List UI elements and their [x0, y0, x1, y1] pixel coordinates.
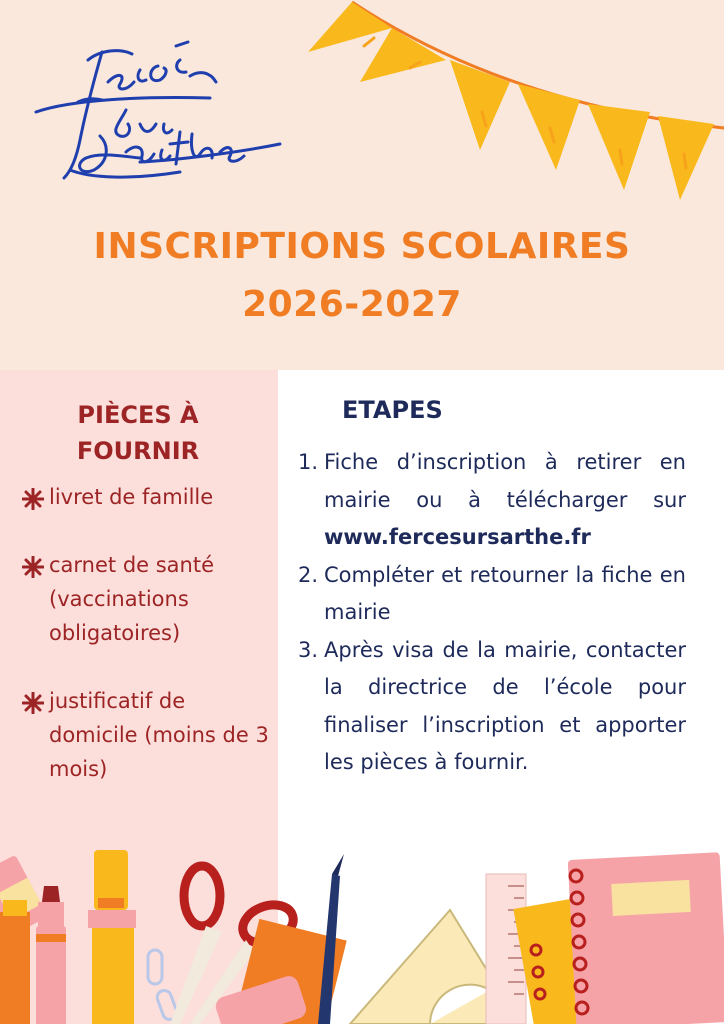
- marker-icon: [0, 900, 30, 1024]
- step-text: Fiche d’inscription à retirer en mairie ou à télécharger sur: [324, 450, 686, 512]
- pieces-heading: PIÈCES À FOURNIR: [76, 401, 200, 465]
- step-number: 1.: [298, 450, 319, 474]
- asterisk-icon: [22, 488, 44, 510]
- list-item: [298, 444, 686, 557]
- list-item: [22, 548, 272, 650]
- marker-icon: [36, 886, 66, 1024]
- piece-label: justificatif de domicile (moins de 3 mois): [49, 689, 269, 781]
- step-text: Compléter et retourner la fiche en mairie: [324, 562, 686, 624]
- website-link[interactable]: www.fercesursarthe.fr: [324, 525, 591, 549]
- list-item: [298, 632, 686, 782]
- step-text: Après visa de la mairie, contacter la directrice de l’école pour finaliser l’inscription et apporter les pièces à fournir.: [324, 637, 686, 774]
- asterisk-icon: [22, 692, 44, 714]
- school-supplies-illustration: [0, 840, 724, 1024]
- list-item: [22, 684, 272, 786]
- step-number: 3.: [298, 637, 319, 662]
- bunting-decoration: [300, 0, 724, 210]
- etapes-list: [298, 444, 686, 782]
- ruler-icon: [486, 874, 526, 1024]
- list-item: [22, 480, 272, 514]
- ferce-sur-sarthe-logo: [30, 40, 285, 185]
- piece-label: livret de famille: [49, 485, 214, 509]
- pieces-list: [22, 480, 272, 820]
- highlighter-icon: [88, 850, 136, 1024]
- page-title-year: 2026-2027: [242, 284, 462, 325]
- spiral-notebook-icon: [568, 852, 724, 1024]
- paper-clip-icon: [148, 950, 179, 1021]
- asterisk-icon: [22, 556, 44, 578]
- step-number: 2.: [298, 562, 319, 587]
- list-item: [298, 557, 686, 632]
- etapes-heading: ETAPES: [342, 396, 443, 424]
- page-title: INSCRIPTIONS SCOLAIRES: [93, 226, 631, 267]
- piece-label: carnet de santé (vaccinations obligatoires): [49, 553, 215, 645]
